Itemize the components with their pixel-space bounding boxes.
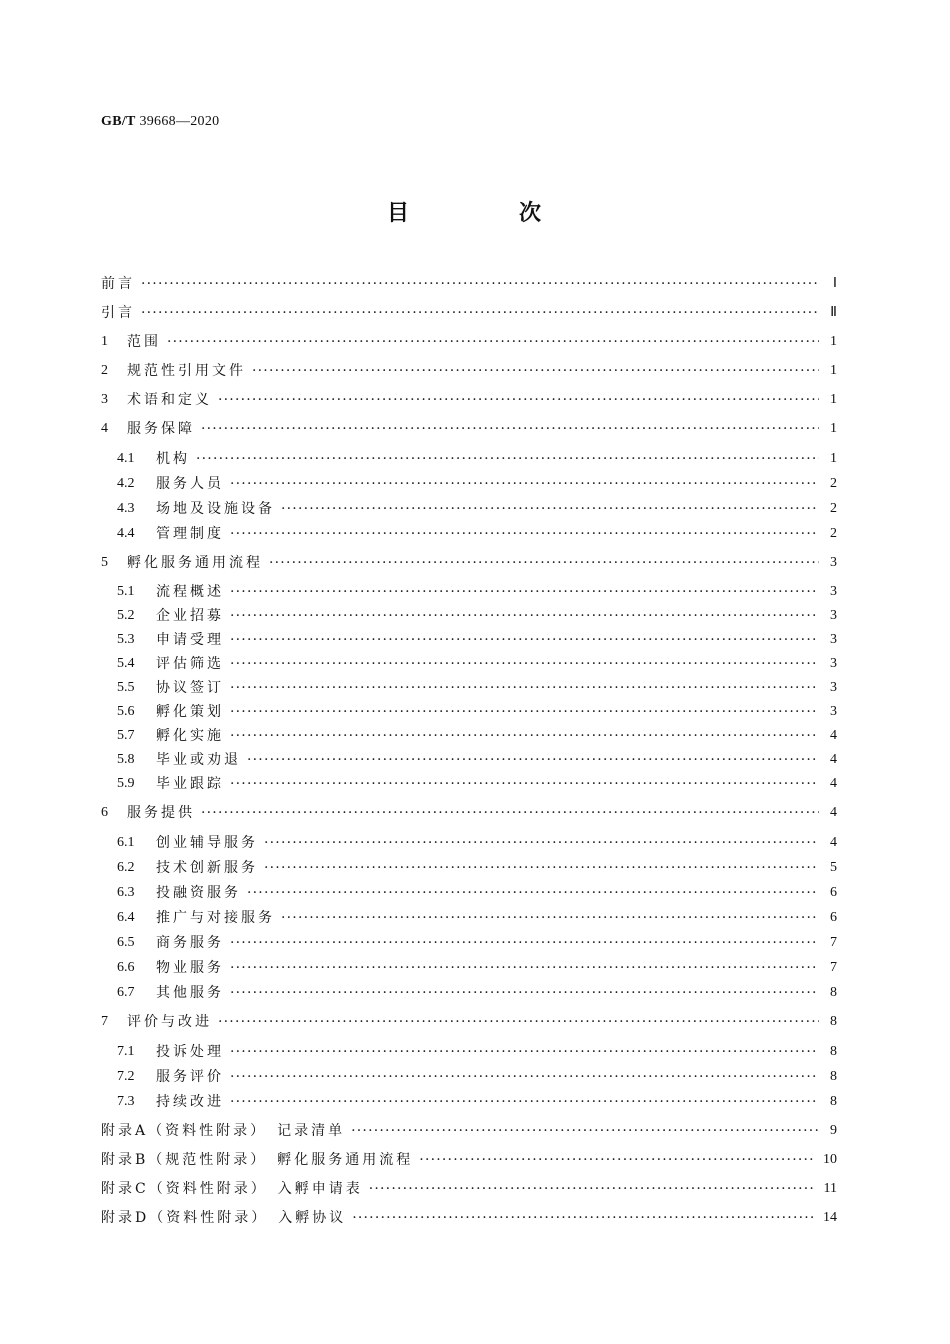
toc-entry-label: 创业辅导服务 <box>156 835 258 851</box>
dot-leader <box>419 1149 815 1171</box>
toc-entry[interactable] <box>117 907 837 929</box>
toc-entry-page: 5 <box>830 860 837 875</box>
dot-leader <box>230 523 819 545</box>
dot-leader <box>247 749 819 771</box>
toc-entry-number: 6.4 <box>117 910 135 925</box>
toc-entry-number: 5.7 <box>117 728 135 743</box>
toc-entry-number: 6.3 <box>117 885 135 900</box>
dot-leader <box>230 701 819 723</box>
toc-entry-page: 10 <box>823 1152 837 1167</box>
toc-entry-label: 技术创新服务 <box>156 860 258 876</box>
toc-entry[interactable] <box>117 653 837 675</box>
toc-entry-number: 5.2 <box>117 608 135 623</box>
toc-entry-page: Ⅱ <box>830 305 837 320</box>
toc-entry-page: 1 <box>830 334 837 349</box>
toc-entry[interactable] <box>117 773 837 795</box>
dot-leader <box>230 677 819 699</box>
dot-leader <box>230 653 819 675</box>
dot-leader <box>264 857 819 879</box>
toc-entry-page: 9 <box>830 1123 837 1138</box>
dot-leader <box>230 932 819 954</box>
toc-entry[interactable] <box>117 932 837 954</box>
toc-entry-label: 流程概述 <box>156 584 224 600</box>
toc-entry-page: 3 <box>830 608 837 623</box>
toc-entry-label: 其他服务 <box>156 985 224 1001</box>
toc-entry-label: 附录D（资料性附录） 入孵协议 <box>101 1210 347 1226</box>
dot-leader <box>141 273 819 295</box>
toc-entry-number: 5.6 <box>117 704 135 719</box>
toc-entry-page: 7 <box>830 960 837 975</box>
dot-leader <box>201 802 819 824</box>
dot-leader <box>141 302 819 324</box>
toc-entry-page: 1 <box>830 363 837 378</box>
toc-entry-label: 持续改进 <box>156 1094 224 1110</box>
toc-entry-page: 3 <box>830 632 837 647</box>
toc-entry[interactable] <box>101 418 837 440</box>
dot-leader <box>230 957 819 979</box>
dot-leader <box>230 1041 819 1063</box>
toc-entry-page: 1 <box>830 451 837 466</box>
toc-entry-page: 8 <box>830 1014 837 1029</box>
toc-entry[interactable] <box>101 389 837 411</box>
toc-entry-page: 8 <box>830 1044 837 1059</box>
dot-leader <box>230 473 819 495</box>
toc-entry-label: 推广与对接服务 <box>156 910 275 926</box>
toc-entry-label: 范围 <box>127 334 161 350</box>
toc-entry-page: 3 <box>830 555 837 570</box>
toc-entry-page: 1 <box>830 421 837 436</box>
toc-entry-number: 6.2 <box>117 860 135 875</box>
toc-entry[interactable] <box>101 552 837 574</box>
dot-leader <box>281 907 819 929</box>
toc-entry[interactable] <box>117 1041 837 1063</box>
dot-leader <box>230 773 819 795</box>
toc-entry[interactable] <box>117 725 837 747</box>
toc-entry-number: 6.1 <box>117 835 135 850</box>
toc-entry-page: 8 <box>830 1094 837 1109</box>
toc-entry-number: 4.2 <box>117 476 135 491</box>
dot-leader <box>230 629 819 651</box>
toc-entry-label: 引言 <box>101 305 135 321</box>
toc-entry-label: 场地及设施设备 <box>156 501 275 517</box>
toc-entry-page: 2 <box>830 476 837 491</box>
dot-leader <box>230 982 819 1004</box>
toc-entry-label: 附录C（资料性附录） 入孵申请表 <box>101 1181 363 1197</box>
toc-entry-number: 5.3 <box>117 632 135 647</box>
toc-entry-label: 附录A（资料性附录） 记录清单 <box>101 1123 346 1139</box>
dot-leader <box>196 448 819 470</box>
toc-entry[interactable] <box>117 605 837 627</box>
toc-entry-page: 3 <box>830 704 837 719</box>
toc-entry-number: 4.3 <box>117 501 135 516</box>
toc-entry-number: 7 <box>101 1014 108 1029</box>
toc-entry-label: 申请受理 <box>156 632 224 648</box>
dot-leader <box>230 605 819 627</box>
toc-entry-number: 5 <box>101 555 108 570</box>
toc-entry-page: 14 <box>823 1210 837 1225</box>
toc-entry-label: 孵化策划 <box>156 704 224 720</box>
toc-entry[interactable] <box>101 360 837 382</box>
toc-entry-label: 评估筛选 <box>156 656 224 672</box>
toc-entry-page: 6 <box>830 885 837 900</box>
toc-entry-page: 4 <box>830 805 837 820</box>
dot-leader <box>230 725 819 747</box>
toc-entry[interactable] <box>101 1120 837 1142</box>
standard-code-prefix: GB/T <box>101 114 136 129</box>
toc-entry-number: 5.4 <box>117 656 135 671</box>
dot-leader <box>269 552 819 574</box>
toc-entry[interactable] <box>117 749 837 771</box>
standard-code <box>101 114 219 130</box>
toc-entry-label: 附录B（规范性附录） 孵化服务通用流程 <box>101 1152 414 1168</box>
dot-leader <box>201 418 819 440</box>
dot-leader <box>230 1091 819 1113</box>
toc-entry[interactable] <box>117 677 837 699</box>
toc-entry-page: 2 <box>830 501 837 516</box>
toc-entry-label: 物业服务 <box>156 960 224 976</box>
dot-leader <box>167 331 819 353</box>
toc-entry-label: 商务服务 <box>156 935 224 951</box>
toc-entry-number: 7.1 <box>117 1044 135 1059</box>
toc-entry-page: 4 <box>830 752 837 767</box>
toc-entry-number: 1 <box>101 334 108 349</box>
toc-entry-label: 孵化实施 <box>156 728 224 744</box>
toc-entry[interactable] <box>117 982 837 1004</box>
toc-entry-label: 术语和定义 <box>127 392 212 408</box>
toc-entry-label: 协议签订 <box>156 680 224 696</box>
toc-entry[interactable] <box>117 629 837 651</box>
toc-entry-number: 6 <box>101 805 108 820</box>
toc-entry-page: 4 <box>830 728 837 743</box>
dot-leader <box>281 498 819 520</box>
toc-entry-page: 8 <box>830 1069 837 1084</box>
toc-entry-number: 3 <box>101 392 108 407</box>
dot-leader <box>252 360 819 382</box>
toc-entry-page: 7 <box>830 935 837 950</box>
toc-entry[interactable] <box>117 957 837 979</box>
toc-entry-number: 4.1 <box>117 451 135 466</box>
toc-entry-number: 7.3 <box>117 1094 135 1109</box>
toc-entry[interactable] <box>117 701 837 723</box>
toc-entry[interactable] <box>117 1091 837 1113</box>
toc-entry-page: 1 <box>830 392 837 407</box>
toc-entry-page: 8 <box>830 985 837 1000</box>
toc-entry-page: 3 <box>830 584 837 599</box>
toc-entry[interactable] <box>117 832 837 854</box>
toc-entry-label: 管理制度 <box>156 526 224 542</box>
toc-entry[interactable] <box>101 302 837 324</box>
toc-entry-label: 服务保障 <box>127 421 195 437</box>
toc-entry-page: 4 <box>830 835 837 850</box>
toc-entry[interactable] <box>101 1207 837 1229</box>
dot-leader <box>352 1207 815 1229</box>
toc-entry-page: 6 <box>830 910 837 925</box>
toc-entry-number: 4.4 <box>117 526 135 541</box>
toc-entry[interactable] <box>117 523 837 545</box>
toc-entry[interactable] <box>117 882 837 904</box>
toc-entry[interactable] <box>101 1011 837 1033</box>
dot-leader <box>247 882 819 904</box>
toc-entry-label: 服务提供 <box>127 805 195 821</box>
toc-entry-label: 投诉处理 <box>156 1044 224 1060</box>
toc-entry-page: 3 <box>830 656 837 671</box>
toc-entry-label: 服务人员 <box>156 476 224 492</box>
toc-entry-page: 4 <box>830 776 837 791</box>
toc-entry[interactable] <box>117 581 837 603</box>
toc-entry[interactable] <box>117 1066 837 1088</box>
toc-entry[interactable] <box>117 473 837 495</box>
toc-entry-page: 3 <box>830 680 837 695</box>
toc-entry-label: 评价与改进 <box>127 1014 212 1030</box>
toc-entry[interactable] <box>101 1178 837 1200</box>
toc-entry[interactable] <box>101 802 837 824</box>
toc-entry-number: 5.8 <box>117 752 135 767</box>
toc-entry[interactable] <box>117 448 837 470</box>
toc-entry-label: 服务评价 <box>156 1069 224 1085</box>
standard-code-number: 39668—2020 <box>135 114 220 129</box>
toc-entry-number: 4 <box>101 421 108 436</box>
toc-entry-label: 投融资服务 <box>156 885 241 901</box>
toc-entry-label: 孵化服务通用流程 <box>127 555 263 571</box>
toc-entry[interactable] <box>101 273 837 295</box>
toc-entry[interactable] <box>117 498 837 520</box>
dot-leader <box>218 1011 819 1033</box>
toc-entry-number: 2 <box>101 363 108 378</box>
toc-entry-label: 机构 <box>156 451 190 467</box>
page-title: 目 次 <box>386 200 585 226</box>
toc-entry-number: 5.1 <box>117 584 135 599</box>
toc-entry-number: 6.5 <box>117 935 135 950</box>
toc-entry-page: 11 <box>823 1181 837 1196</box>
toc-entry-number: 6.6 <box>117 960 135 975</box>
toc-entry-label: 企业招募 <box>156 608 224 624</box>
dot-leader <box>351 1120 819 1142</box>
toc-entry-label: 规范性引用文件 <box>127 363 246 379</box>
toc-entry-number: 5.9 <box>117 776 135 791</box>
toc-entry[interactable] <box>101 1149 837 1171</box>
toc-entry-page: 2 <box>830 526 837 541</box>
toc-entry-label: 前言 <box>101 276 135 292</box>
toc-entry-number: 6.7 <box>117 985 135 1000</box>
toc-entry-number: 7.2 <box>117 1069 135 1084</box>
toc-entry-number: 5.5 <box>117 680 135 695</box>
dot-leader <box>230 581 819 603</box>
toc-entry-label: 毕业跟踪 <box>156 776 224 792</box>
toc-entry-page: Ⅰ <box>832 276 837 291</box>
dot-leader <box>230 1066 819 1088</box>
toc-entry[interactable] <box>117 857 837 879</box>
dot-leader <box>369 1178 816 1200</box>
dot-leader <box>218 389 819 411</box>
dot-leader <box>264 832 819 854</box>
toc-entry-label: 毕业或劝退 <box>156 752 241 768</box>
toc-entry[interactable] <box>101 331 837 353</box>
